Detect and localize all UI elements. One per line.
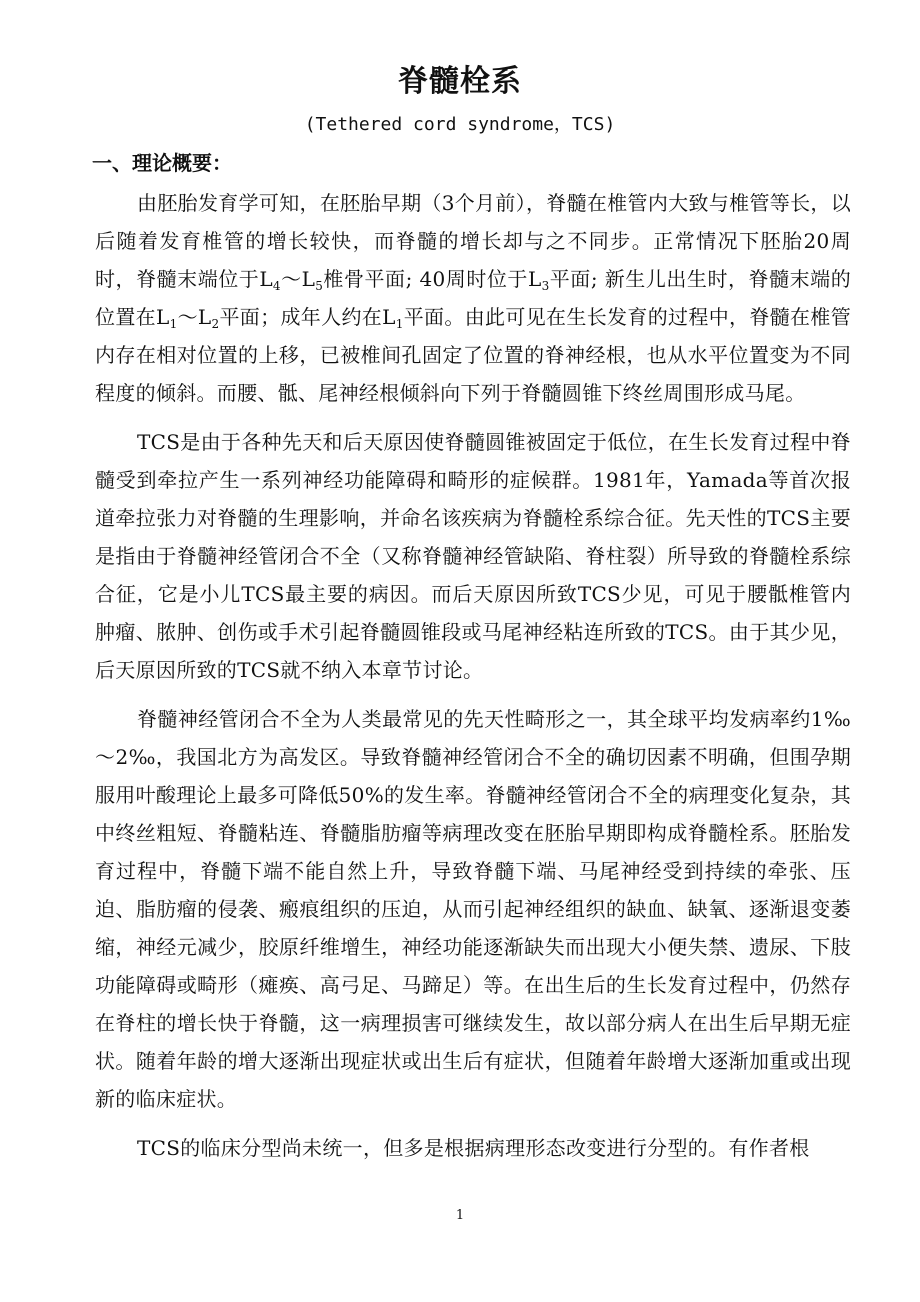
paragraph-1-text-g: 平面。由此可见在生长发育的过程中，脊髓在椎管内存在相对位置的上移，已被椎间孔固定了位置的脊神经根，也从水平位置变为不同程度的倾斜。而腰、骶、尾神经根倾斜向下列于脊髓圆锥下终丝周围形成马尾。 [95,305,852,405]
subscript-l1-adult: 1 [395,317,404,331]
paragraph-3: 脊髓神经管闭合不全为人类最常见的先天性畸形之一，其全球平均发病率约1‰～2‰，我国北方为高发区。导致脊髓神经管闭合不全的确切因素不明确，但围孕期服用叶酸理论上最多可降低50%的发生率。脊髓神经管闭合不全的病理变化复杂，其中终丝粗短、脊髓粘连、脊髓脂肪瘤等病理改变在胚胎早期即构成脊髓栓系。胚胎发育过程中，脊髓下端不能自然上升，导致脊髓下端、马尾神经受到持续的牵张、压迫、脂肪瘤的侵袭、瘢痕组织的压迫，从而引起神经组织的缺血、缺氧、逐渐退变萎缩，神经元减少，胶原纤维增生，神经功能逐渐缺失而出现大小便失禁、遗尿、下肢功能障碍或畸形（瘫痪、高弓足、马蹄足）等。在出生后的生长发育过程中，仍然存在脊柱的增长快于脊髓，这一病理损害可继续发生，故以部分病人在出生后早期无症状。随着年龄的增大逐渐出现症状或出生后有症状，但随着年龄增大逐渐加重或出现新的临床症状。 [95,707,851,1111]
paragraph-4: TCS的临床分型尚未统一，但多是根据病理形态改变进行分型的。有作者根 [137,1136,810,1160]
subscript-l1: 1 [169,317,178,331]
paragraph-1 [95,184,851,412]
paragraph-1-text-c: 椎骨平面; 40周时位于L [323,267,542,291]
section-heading: 一、理论概要： [92,151,232,175]
paragraph-1-text-d: 平面; 新生儿出生时，脊髓末端的位置在L [95,267,852,329]
document-title: 脊髓栓系 [398,64,522,99]
paragraph-1-text-e: ～L [177,305,212,329]
subscript-l4: 4 [272,279,281,293]
paragraph-1-text-f: 平面；成年人约在L [219,305,396,329]
subscript-l2: 2 [211,317,220,331]
subscript-l5: 5 [315,279,324,293]
document-body [95,184,851,1178]
paragraph-1-text-b: ～L [280,267,316,291]
paragraph-1-text-a: 由胚胎发育学可知，在胚胎早期（3个月前），脊髓在椎管内大致与椎管等长，以后随着发育椎管的增长较快，而脊髓的增长却与之不同步。正常情况下胚胎20周时，脊髓末端位于L [95,191,851,291]
subscript-l3: 3 [541,279,550,293]
document-subtitle: (Tethered cord syndrome，TCS) [304,114,616,135]
page-number: 1 [455,1208,465,1223]
paragraph-2: TCS是由于各种先天和后天原因使脊髓圆锥被固定于低位，在生长发育过程中脊髓受到牵拉产生一系列神经功能障碍和畸形的症候群。1981年，Yamada等首次报道牵拉张力对脊髓的生理影响，并命名该疾病为脊髓栓系综合征。先天性的TCS主要是指由于脊髓神经管闭合不全（又称脊髓神经管缺陷、脊柱裂）所导致的脊髓栓系综合征，它是小儿TCS最主要的病因。而后天原因所致TCS少见，可见于腰骶椎管内肿瘤、脓肿、创伤或手术引起脊髓圆锥段或马尾神经粘连所致的TCS。由于其少见，后天原因所致的TCS就不纳入本章节讨论。 [95,430,851,682]
